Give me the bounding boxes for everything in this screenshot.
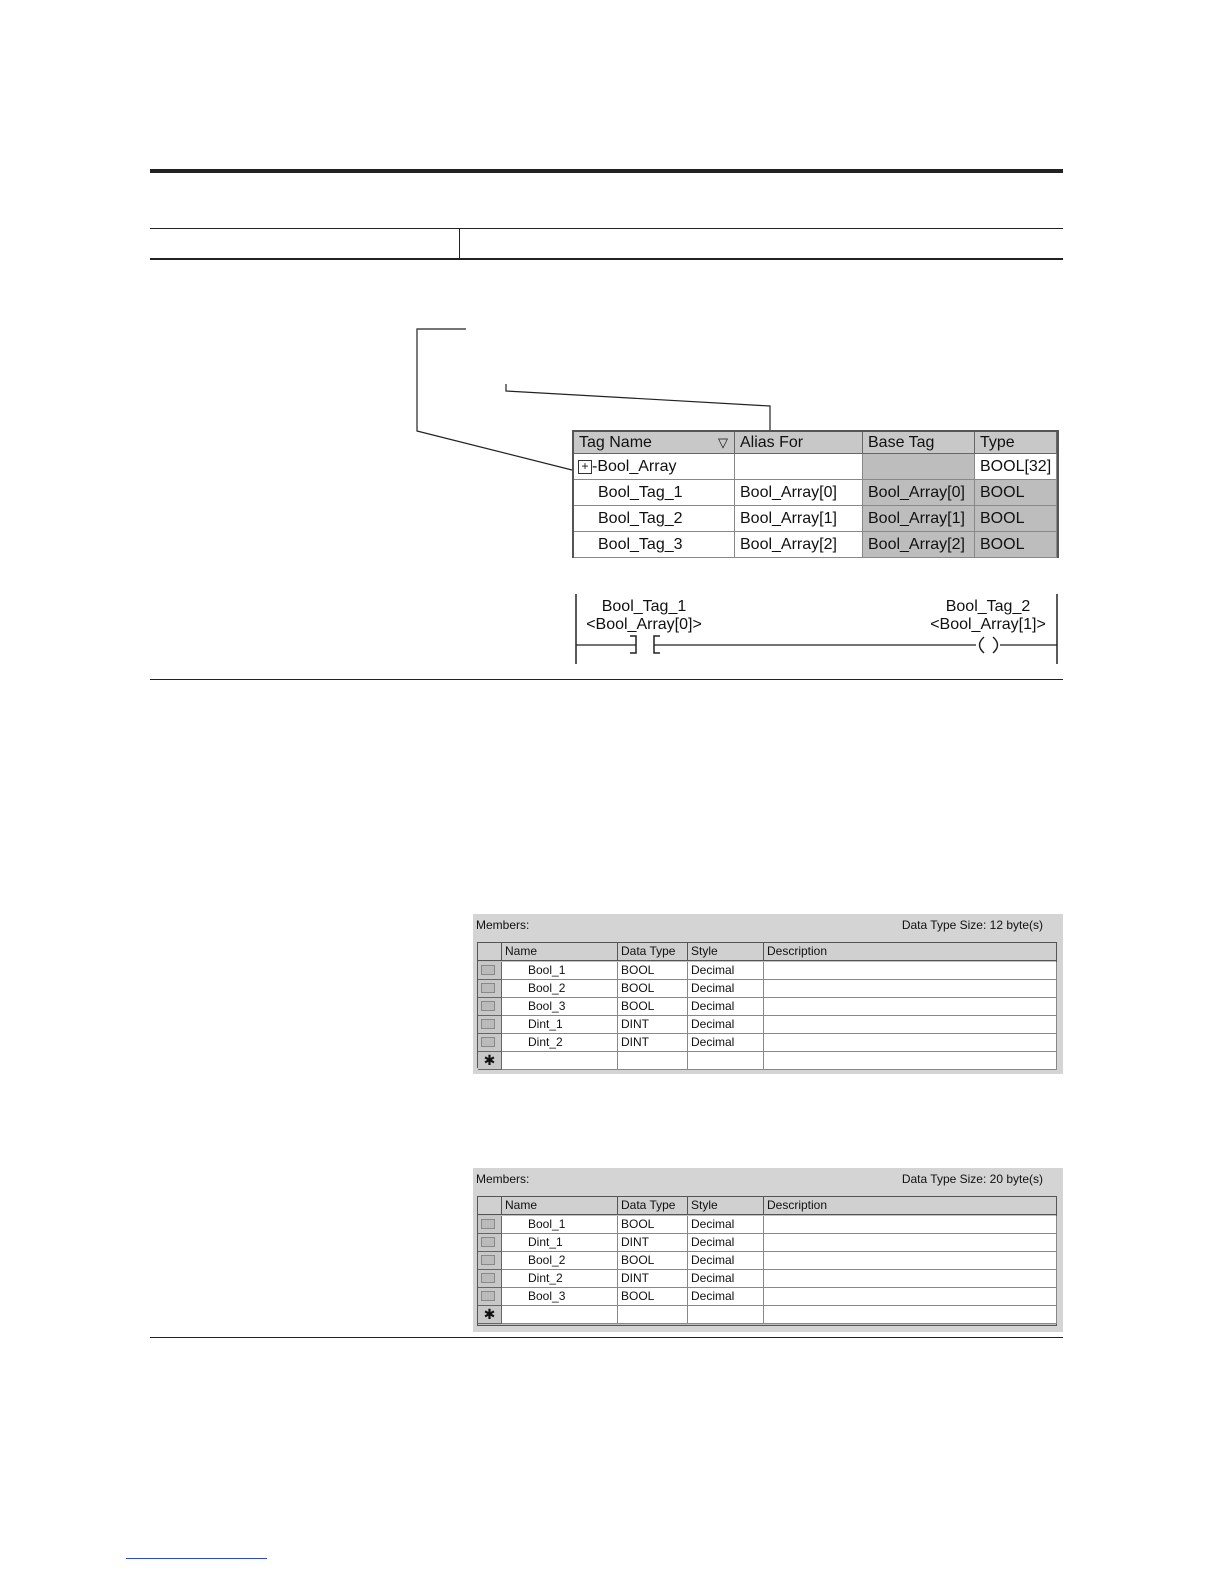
contact-alias-label: <Bool_Array[0]>: [586, 616, 702, 633]
member-description-cell[interactable]: [764, 998, 1057, 1016]
member-style-cell[interactable]: Decimal: [688, 1252, 764, 1270]
tag-table: [572, 430, 1059, 558]
member-name-cell[interactable]: Bool_3: [502, 998, 618, 1016]
row-selector[interactable]: [478, 1234, 502, 1252]
tag-cell[interactable]: [574, 480, 735, 506]
row-selector-nub: [481, 983, 495, 993]
new-member-cell[interactable]: [764, 1306, 1057, 1324]
row-selector[interactable]: [478, 1288, 502, 1306]
member-style-cell[interactable]: Decimal: [688, 1270, 764, 1288]
new-member-cell[interactable]: [618, 1052, 688, 1070]
row-selector-nub: [481, 1037, 495, 1047]
row-selector-nub: [481, 1019, 495, 1029]
row-selector[interactable]: [478, 962, 502, 980]
data-type-size-label: Data Type Size: 20 byte(s): [901, 1172, 1043, 1186]
tag-cell-text: Bool_Array[1]: [868, 510, 965, 527]
tag-cell: [735, 480, 863, 506]
new-member-cell[interactable]: [618, 1306, 688, 1324]
member-style-cell[interactable]: Decimal: [688, 1216, 764, 1234]
column-header-alias-for[interactable]: [735, 432, 863, 454]
member-name-cell[interactable]: Bool_2: [502, 1252, 618, 1270]
tag-cell-text: Bool_Tag_3: [598, 536, 683, 553]
tag-cell: [863, 506, 975, 532]
new-member-row[interactable]: [478, 1306, 1056, 1324]
tag-cell-text: Bool_Tag_1: [598, 484, 683, 501]
member-style-cell[interactable]: Decimal: [688, 1034, 764, 1052]
tag-cell-text: Bool_Array[0]: [868, 484, 965, 501]
member-description-cell[interactable]: [764, 1216, 1057, 1234]
member-row[interactable]: [478, 1034, 1056, 1052]
row-selector[interactable]: [478, 1034, 502, 1052]
tag-cell-text: Bool_Array[0]: [740, 484, 837, 501]
tag-cell-text: BOOL: [980, 536, 1025, 553]
column-header-base-tag[interactable]: [863, 432, 975, 454]
member-row[interactable]: [478, 1216, 1056, 1234]
member-row[interactable]: [478, 962, 1056, 980]
tag-cell-text: -Bool_Array: [592, 458, 677, 475]
member-row[interactable]: [478, 1288, 1056, 1306]
column-header-type[interactable]: [975, 432, 1057, 454]
member-style-cell[interactable]: Decimal: [688, 998, 764, 1016]
member-type-cell[interactable]: BOOL: [618, 1288, 688, 1306]
tag-cell: [975, 532, 1057, 558]
select-all-corner[interactable]: [478, 943, 502, 961]
member-type-cell[interactable]: DINT: [618, 1016, 688, 1034]
column-header-data-type[interactable]: Data Type: [618, 1197, 688, 1215]
row-selector-nub: [481, 1219, 495, 1229]
tag-cell[interactable]: [574, 532, 735, 558]
members-grid-20-bytes: [473, 1168, 1063, 1332]
member-description-cell[interactable]: [764, 1234, 1057, 1252]
members-grid: [477, 942, 1057, 1068]
member-name-cell[interactable]: Bool_3: [502, 1288, 618, 1306]
member-type-cell[interactable]: BOOL: [618, 962, 688, 980]
member-type-cell[interactable]: BOOL: [618, 980, 688, 998]
new-row-marker-icon[interactable]: ✱: [478, 1306, 502, 1324]
tag-cell: [735, 532, 863, 558]
member-style-cell[interactable]: Decimal: [688, 1234, 764, 1252]
member-type-cell[interactable]: DINT: [618, 1270, 688, 1288]
tag-row-expandable[interactable]: [574, 454, 735, 480]
member-name-cell[interactable]: Dint_2: [502, 1034, 618, 1052]
row-selector-nub: [481, 1291, 495, 1301]
row-selector[interactable]: [478, 1270, 502, 1288]
member-type-cell[interactable]: DINT: [618, 1034, 688, 1052]
member-name-cell[interactable]: Bool_1: [502, 962, 618, 980]
coil-alias-label: <Bool_Array[1]>: [930, 616, 1046, 633]
member-description-cell[interactable]: [764, 1270, 1057, 1288]
member-description-cell[interactable]: [764, 1034, 1057, 1052]
member-description-cell[interactable]: [764, 1288, 1057, 1306]
member-style-cell[interactable]: Decimal: [688, 1016, 764, 1034]
row-selector-nub: [481, 1237, 495, 1247]
member-type-cell[interactable]: BOOL: [618, 1252, 688, 1270]
member-row[interactable]: [478, 980, 1056, 998]
member-description-cell[interactable]: [764, 1016, 1057, 1034]
member-row[interactable]: [478, 1270, 1056, 1288]
column-header-style[interactable]: Style: [688, 1197, 764, 1215]
tag-cell: [975, 506, 1057, 532]
row-selector[interactable]: [478, 998, 502, 1016]
row-selector-nub: [481, 1255, 495, 1265]
tag-cell: [863, 532, 975, 558]
member-row[interactable]: [478, 1252, 1056, 1270]
callout-leader-base-tag: [417, 329, 572, 470]
tag-cell: [863, 480, 975, 506]
column-header-tag-name-text: Tag Name: [579, 434, 652, 451]
column-header-type-text: Type: [980, 434, 1015, 451]
ladder-rung: [570, 590, 1065, 670]
row-selector-nub: [481, 965, 495, 975]
new-member-cell[interactable]: [502, 1306, 618, 1324]
contact-tag-label: Bool_Tag_1: [601, 598, 687, 615]
header-row[interactable]: [478, 1197, 1056, 1215]
member-style-cell[interactable]: Decimal: [688, 980, 764, 998]
member-type-cell[interactable]: DINT: [618, 1234, 688, 1252]
tag-cell: [863, 454, 975, 480]
plus-box-icon[interactable]: +: [578, 460, 592, 474]
row-selector[interactable]: [478, 1252, 502, 1270]
tag-cell: [975, 480, 1057, 506]
tag-cell-text: Bool_Array[1]: [740, 510, 837, 527]
ote-coil-icon: [980, 637, 998, 653]
tag-cell[interactable]: [574, 506, 735, 532]
member-type-cell[interactable]: BOOL: [618, 1216, 688, 1234]
member-row[interactable]: [478, 1234, 1056, 1252]
tag-cell-text: BOOL: [980, 510, 1025, 527]
column-header-style[interactable]: Style: [688, 943, 764, 961]
new-member-cell[interactable]: [688, 1306, 764, 1324]
member-row[interactable]: [478, 1016, 1056, 1034]
member-name-cell[interactable]: Dint_1: [502, 1016, 618, 1034]
member-description-cell[interactable]: [764, 1252, 1057, 1270]
member-name-cell[interactable]: Bool_2: [502, 980, 618, 998]
footer-link-underline: [126, 1558, 267, 1559]
member-description-cell[interactable]: [764, 980, 1057, 998]
new-member-cell[interactable]: [688, 1052, 764, 1070]
data-type-size-label: Data Type Size: 12 byte(s): [901, 918, 1043, 932]
members-caption: Members:: [476, 1172, 530, 1186]
tag-cell-text: Bool_Tag_2: [598, 510, 683, 527]
row-selector-nub: [481, 1001, 495, 1011]
new-member-cell[interactable]: [764, 1052, 1057, 1070]
coil-tag-label: Bool_Tag_2: [945, 598, 1031, 615]
column-header-tag-name[interactable]: [574, 432, 735, 454]
members-grid: [477, 1196, 1057, 1326]
tag-cell-text: Bool_Array[2]: [740, 536, 837, 553]
new-member-row[interactable]: [478, 1052, 1056, 1070]
row-selector[interactable]: [478, 1216, 502, 1234]
members-grid-12-bytes: [473, 914, 1063, 1074]
new-member-cell[interactable]: [502, 1052, 618, 1070]
column-header-alias-for-text: Alias For: [740, 434, 804, 451]
tag-cell-text: BOOL: [980, 484, 1025, 501]
member-style-cell[interactable]: Decimal: [688, 962, 764, 980]
column-header-data-type[interactable]: Data Type: [618, 943, 688, 961]
sort-down-triangle-icon[interactable]: ▽: [718, 435, 728, 450]
member-style-cell[interactable]: Decimal: [688, 1288, 764, 1306]
tag-cell-text: Bool_Array[2]: [868, 536, 965, 553]
row-selector[interactable]: [478, 1016, 502, 1034]
member-name-cell[interactable]: Dint_2: [502, 1270, 618, 1288]
member-description-cell[interactable]: [764, 962, 1057, 980]
member-name-cell[interactable]: Dint_1: [502, 1234, 618, 1252]
section-rule-2: [150, 1337, 1063, 1338]
row-selector[interactable]: [478, 980, 502, 998]
tag-cell: [735, 454, 863, 480]
new-row-marker-icon[interactable]: ✱: [478, 1052, 502, 1070]
row-selector-nub: [481, 1273, 495, 1283]
column-header-description[interactable]: Description: [764, 1197, 1057, 1215]
tag-cell: [735, 506, 863, 532]
tag-cell-text: BOOL[32]: [980, 458, 1052, 475]
member-name-cell[interactable]: Bool_1: [502, 1216, 618, 1234]
member-row[interactable]: [478, 998, 1056, 1016]
select-all-corner[interactable]: [478, 1197, 502, 1215]
column-header-name[interactable]: Name: [502, 1197, 618, 1215]
callout-leader-alias: [506, 384, 770, 430]
column-header-name[interactable]: Name: [502, 943, 618, 961]
header-row[interactable]: [478, 943, 1056, 961]
members-caption: Members:: [476, 918, 530, 932]
member-type-cell[interactable]: BOOL: [618, 998, 688, 1016]
tag-cell: [975, 454, 1057, 480]
column-header-description[interactable]: Description: [764, 943, 1057, 961]
column-header-base-tag-text: Base Tag: [868, 434, 935, 451]
